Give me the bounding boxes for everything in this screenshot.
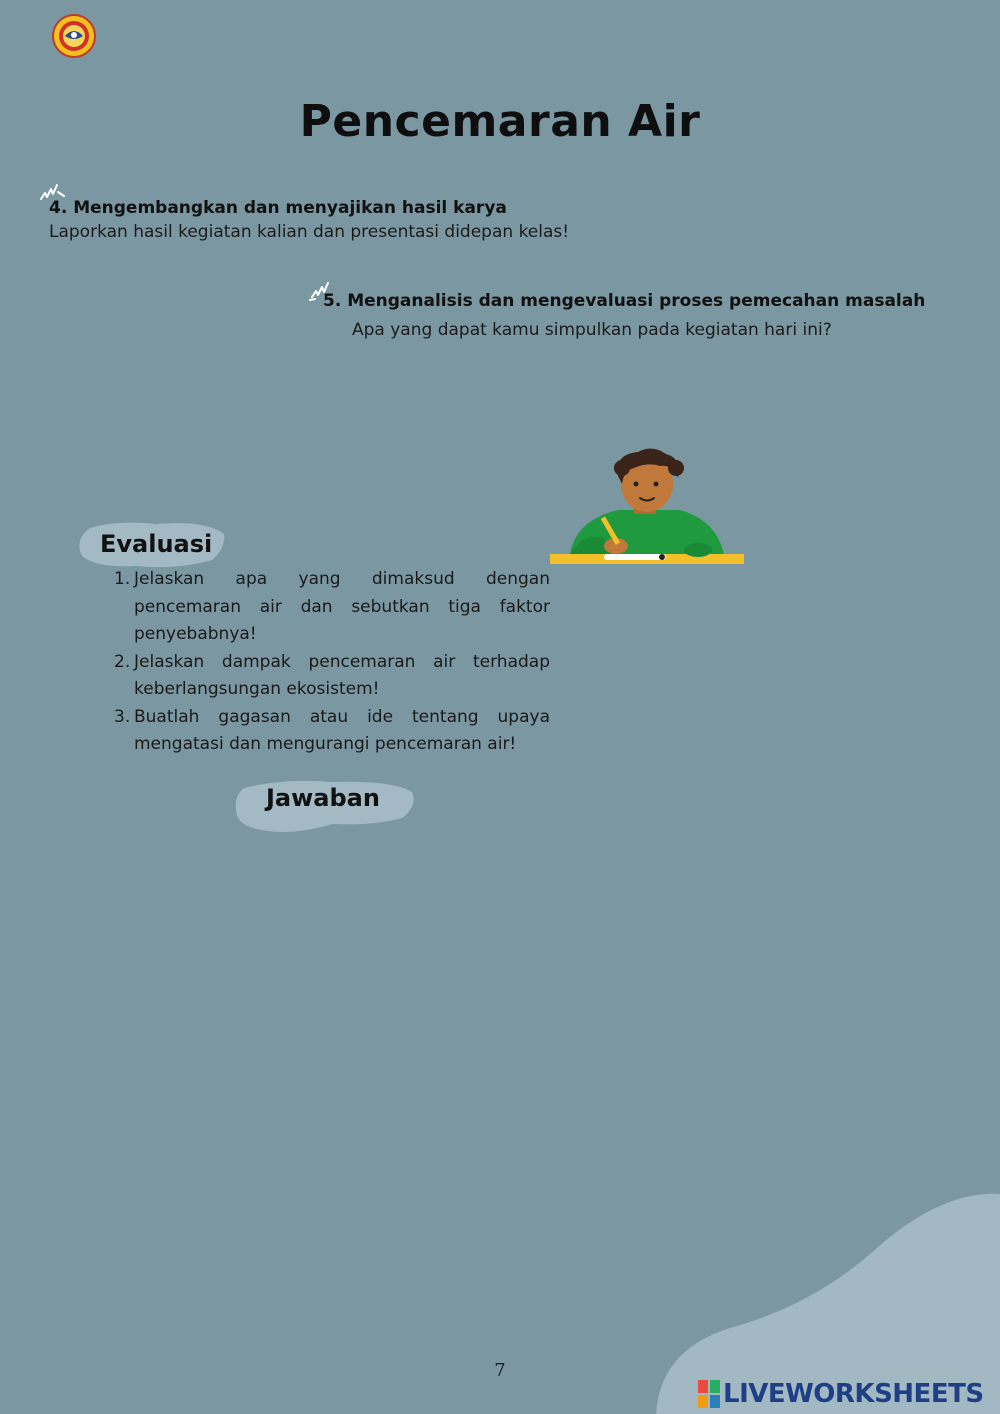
question-number: 2. [114, 651, 131, 672]
step-4-heading: 4. Mengembangkan dan menyajikan hasil karya [49, 198, 507, 218]
question-text: Jelaskan apa yang dimaksud dengan pencemaran air dan sebutkan tiga faktor penyebabnya! [134, 569, 550, 644]
evaluation-heading: Evaluasi [100, 530, 213, 558]
list-item [114, 649, 550, 704]
liveworksheets-badge-icon [698, 1380, 720, 1408]
question-number: 3. [114, 706, 131, 727]
list-item [114, 704, 550, 759]
university-seal-icon [52, 14, 96, 58]
liveworksheets-brand-text: LIVEWORKSHEETS [723, 1379, 984, 1409]
step-5-heading: 5. Menganalisis dan mengevaluasi proses pemecahan masalah [323, 291, 926, 311]
question-text: Buatlah gagasan atau ide tentang upaya mengatasi dan mengurangi pencemaran air! [134, 706, 550, 754]
step-5-question: Apa yang dapat kamu simpulkan pada kegiatan hari ini? [352, 320, 832, 340]
page-title: Pencemaran Air [299, 96, 701, 147]
list-item [114, 566, 550, 649]
question-number: 1. [114, 569, 131, 589]
evaluation-question-list [114, 566, 550, 759]
liveworksheets-logo[interactable] [698, 1378, 984, 1410]
answer-heading: Jawaban [266, 784, 380, 812]
question-text: Jelaskan dampak pencemaran air terhadap keberlangsungan ekosistem! [134, 651, 550, 699]
page-number: 7 [494, 1360, 506, 1381]
student-writing-illustration [548, 446, 748, 572]
step-4-instruction: Laporkan hasil kegiatan kalian dan presentasi didepan kelas! [49, 222, 570, 242]
